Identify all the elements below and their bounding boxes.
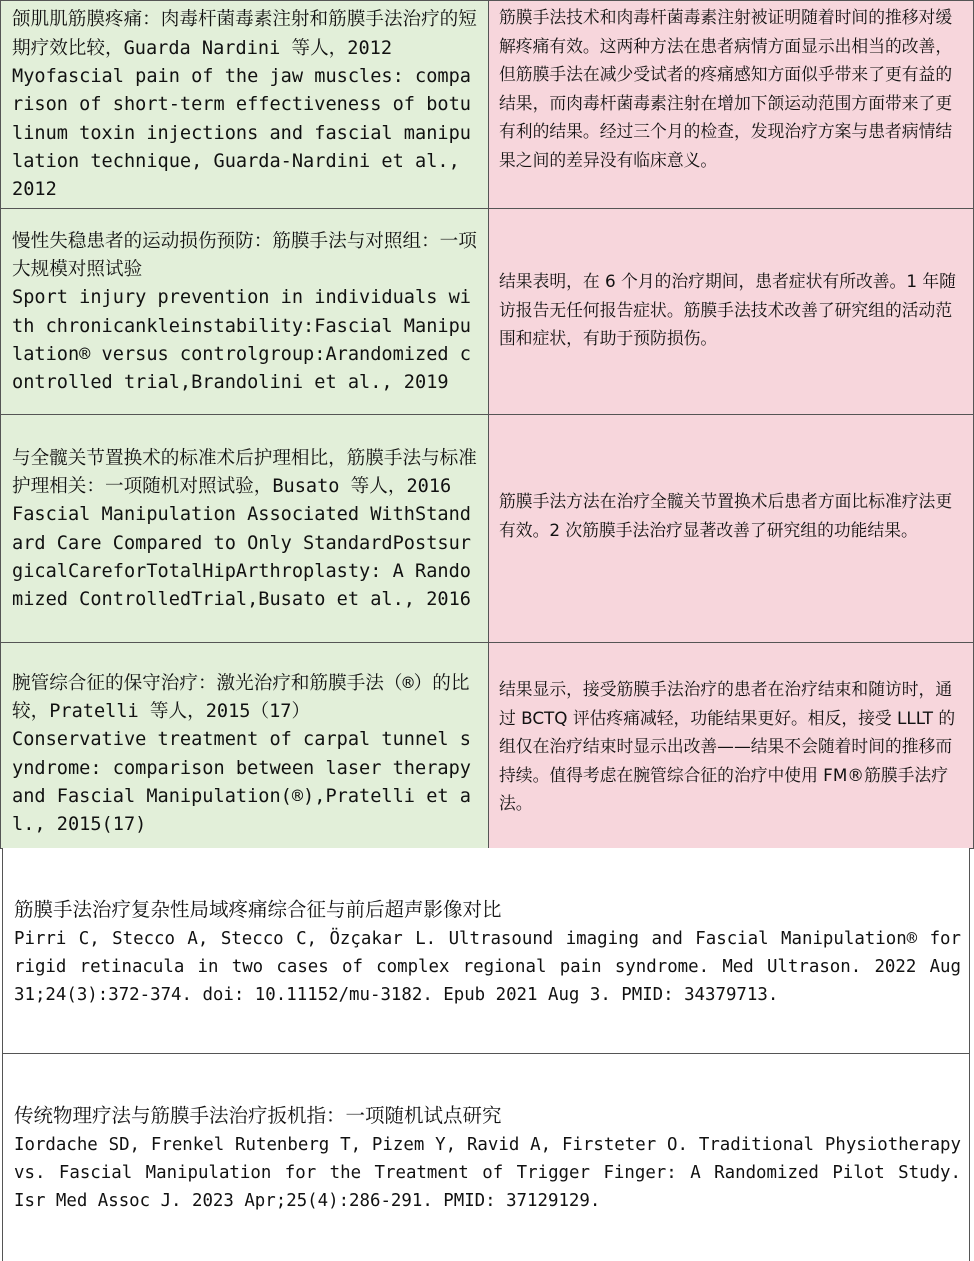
table-row: [1, 643, 974, 849]
study-title-en: Fascial Manipulation Associated WithStandard Care Compared to Only StandardPostsurgicalCareforTotalHipArthroplasty: A Randomized ControlledTrial,Busato et al., 2016: [12, 504, 471, 611]
study-title-en: Conservative treatment of carpal tunnel syndrome: comparison between laser therapy and Fascial Manipulation(®),Pratelli et al., 2015(17): [12, 729, 483, 836]
study-result-text: 结果显示，接受筋膜手法治疗的患者在治疗结束和随访时，通过 BCTQ 评估疼痛减轻，功能结果更好。相反，接受 LLLT 的组仅在治疗结束时显示出改善——结果不会随着时间的推移而持续。值得考虑在腕管综合征的治疗中使用 FM®筋膜手法疗法。: [499, 679, 956, 814]
reference-citation: Pirri C, Stecco A, Stecco C, Özçakar L. Ultrasound imaging and Fascial Manipulation® for rigid retinacula in two cases of complex regional pain syndrome. Med Ultrason. 2022 Aug 31;24(3):372-374. doi: 10.11152/mu-3182. Epub 2021 Aug 3. PMID: 34379713.: [14, 929, 961, 1006]
study-title-zh: 与全髋关节置换术的标准术后护理相比，筋膜手法与标准护理相关：一项随机对照试验，Busato 等人，2016: [12, 447, 477, 497]
reference-title: 筋膜手法治疗复杂性局域疼痛综合征与前后超声影像对比: [14, 898, 502, 921]
study-title-cell: [1, 209, 489, 415]
study-title-cell: [1, 643, 489, 849]
reference-block: [2, 1054, 970, 1261]
study-result-cell: [489, 209, 974, 415]
study-result-text: 筋膜手法方法在治疗全髋关节置换术后患者方面比标准疗法更有效。2 次筋膜手法治疗显著改善了研究组的功能结果。: [499, 491, 953, 540]
study-title-cell: [1, 1, 489, 209]
table-row: [1, 415, 974, 643]
study-title-zh: 慢性失稳患者的运动损伤预防：筋膜手法与对照组：一项大规模对照试验: [12, 230, 477, 280]
study-title-zh: 颌肌肌筋膜疼痛：肉毒杆菌毒素注射和筋膜手法治疗的短期疗效比较，Guarda Nardini 等人，2012: [12, 9, 477, 59]
study-result-text: 筋膜手法技术和肉毒杆菌毒素注射被证明随着时间的推移对缓解疼痛有效。这两种方法在患者病情方面显示出相当的改善，但筋膜手法在减少受试者的疼痛感知方面似乎带来了更有益的结果，而肉毒杆菌毒素注射在增加下颌运动范围方面带来了更有利的结果。经过三个月的检查，发现治疗方案与患者病情结果之间的差异没有临床意义。: [499, 7, 953, 170]
reference-citation: Iordache SD, Frenkel Rutenberg T, Pizem Y, Ravid A, Firsteter O. Traditional Physiotherapy vs. Fascial Manipulation for the Treatment of Trigger Finger: A Randomized Pilot Study. Isr Med Assoc J. 2023 Apr;25(4):286-291. PMID: 37129129.: [14, 1135, 961, 1212]
reference-block: [2, 848, 970, 1054]
study-title-cell: [1, 415, 489, 643]
study-result-cell: [489, 1, 974, 209]
study-result-text: 结果表明，在 6 个月的治疗期间，患者症状有所改善。1 年随访报告无任何报告症状。筋膜手法技术改善了研究组的活动范围和症状，有助于预防损伤。: [499, 271, 956, 349]
study-result-cell: [489, 643, 974, 849]
table-row: [1, 1, 974, 209]
table-row: [1, 209, 974, 415]
study-title-en: Myofascial pain of the jaw muscles: comparison of short-term effectiveness of botulinum toxin injections and fascial manipulation technique, Guarda-Nardini et al., 2012: [12, 66, 471, 201]
study-title-zh: 腕管综合征的保守治疗：激光治疗和筋膜手法（®）的比较，Pratelli 等人，2015（17）: [12, 672, 470, 722]
reference-title: 传统物理疗法与筋膜手法治疗扳机指：一项随机试点研究: [14, 1104, 502, 1127]
study-result-cell: [489, 415, 974, 643]
study-title-en: Sport injury prevention in individuals with chronicankleinstability:Fascial Manipulation® versus controlgroup:Arandomized controlled trial,Brandolini et al., 2019: [12, 287, 471, 394]
